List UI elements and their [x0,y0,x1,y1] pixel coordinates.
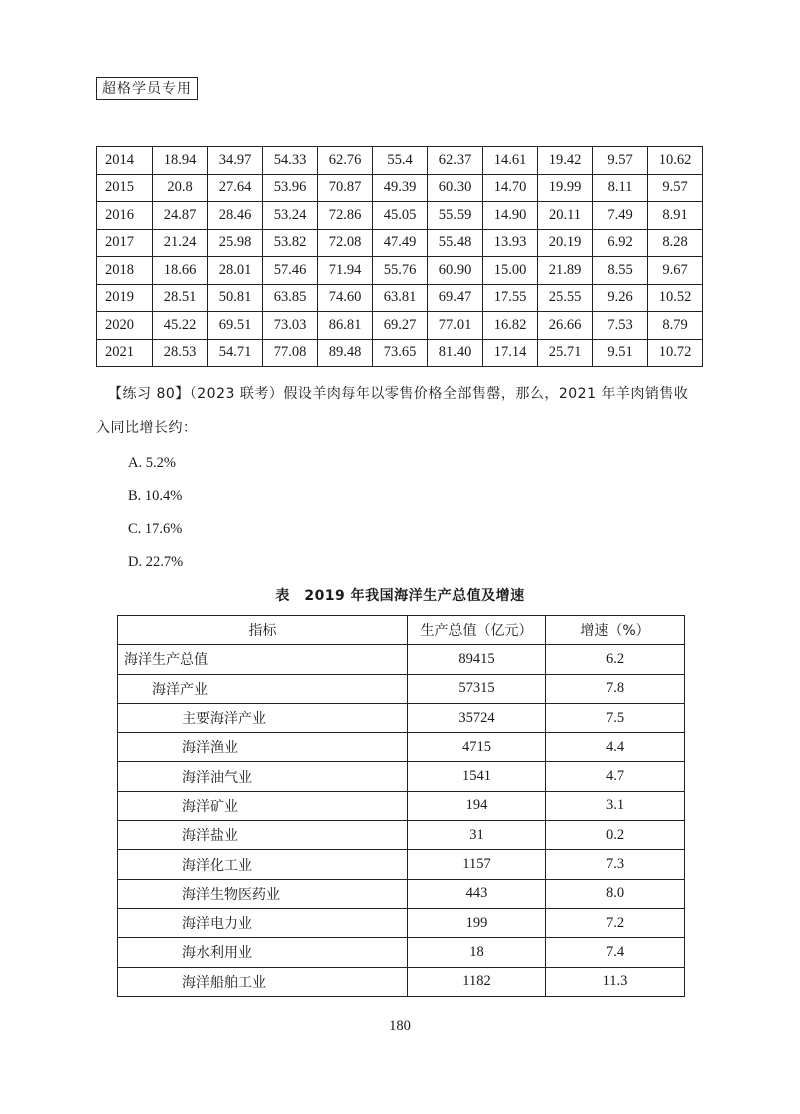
table-cell: 53.96 [263,174,318,202]
indicator-cell: 海洋产业 [118,674,408,703]
table-row [118,703,685,732]
table-cell: 15.00 [483,257,538,285]
table-cell: 73.65 [373,339,428,367]
growth-cell: 7.2 [546,908,685,937]
column-header-indicator: 指标 [118,616,408,645]
table-cell: 20.8 [153,174,208,202]
table-row [97,339,703,367]
indicator-cell: 海洋船舶工业 [118,967,408,996]
table-cell: 8.55 [593,257,648,285]
growth-cell: 4.7 [546,762,685,791]
table-cell: 26.66 [538,312,593,340]
table-row [118,938,685,967]
table-cell: 49.39 [373,174,428,202]
table-cell: 74.60 [318,284,373,312]
table-cell: 77.08 [263,339,318,367]
year-cell: 2020 [97,312,153,340]
table-cell: 70.87 [318,174,373,202]
year-cell: 2015 [97,174,153,202]
table-cell: 19.42 [538,147,593,175]
table-cell: 62.37 [428,147,483,175]
table-cell: 24.87 [153,202,208,230]
table-cell: 54.33 [263,147,318,175]
table-cell: 8.91 [648,202,703,230]
header-badge: 超格学员专用 [96,77,198,100]
growth-cell: 3.1 [546,791,685,820]
table-cell: 71.94 [318,257,373,285]
table-cell: 8.11 [593,174,648,202]
table-cell: 63.81 [373,284,428,312]
table-cell: 89.48 [318,339,373,367]
growth-cell: 7.3 [546,850,685,879]
table-title: 表 2019 年我国海洋生产总值及增速 [275,588,525,604]
table-cell: 9.67 [648,257,703,285]
table-cell: 47.49 [373,229,428,257]
table-cell: 10.62 [648,147,703,175]
table-cell: 86.81 [318,312,373,340]
table-cell: 19.99 [538,174,593,202]
table-row [118,967,685,996]
option-c[interactable]: C. 17.6% [128,521,183,537]
column-header-value: 生产总值（亿元） [408,616,546,645]
table-cell: 16.82 [483,312,538,340]
value-cell: 1182 [408,967,546,996]
table-cell: 53.24 [263,202,318,230]
table-cell: 55.48 [428,229,483,257]
data-table [96,146,703,367]
table-cell: 72.08 [318,229,373,257]
value-cell: 443 [408,879,546,908]
indicator-cell: 海洋矿业 [118,791,408,820]
table-cell: 63.85 [263,284,318,312]
table-cell: 20.11 [538,202,593,230]
table-cell: 55.59 [428,202,483,230]
table-cell: 81.40 [428,339,483,367]
table-cell: 13.93 [483,229,538,257]
indicator-cell: 海洋电力业 [118,908,408,937]
value-cell: 194 [408,791,546,820]
table-cell: 73.03 [263,312,318,340]
table-cell: 9.26 [593,284,648,312]
table-cell: 10.72 [648,339,703,367]
value-cell: 4715 [408,733,546,762]
table-cell: 25.55 [538,284,593,312]
value-cell: 199 [408,908,546,937]
question-text-line2: 入同比增长约： [96,420,198,436]
table-cell: 54.71 [208,339,263,367]
column-header-growth: 增速（%） [546,616,685,645]
indicator-cell: 海洋盐业 [118,821,408,850]
table-cell: 21.89 [538,257,593,285]
table-cell: 60.30 [428,174,483,202]
growth-cell: 6.2 [546,645,685,674]
year-cell: 2017 [97,229,153,257]
indicator-cell: 海洋油气业 [118,762,408,791]
value-cell: 89415 [408,645,546,674]
table-cell: 34.97 [208,147,263,175]
table-cell: 45.05 [373,202,428,230]
table-cell: 57.46 [263,257,318,285]
table-cell: 50.81 [208,284,263,312]
table-row [118,908,685,937]
table-cell: 69.51 [208,312,263,340]
table-cell: 18.66 [153,257,208,285]
table-row [97,312,703,340]
table-cell: 77.01 [428,312,483,340]
growth-cell: 8.0 [546,879,685,908]
data-table-body [97,147,703,367]
indicator-cell: 海洋渔业 [118,733,408,762]
value-cell: 1541 [408,762,546,791]
table-row [118,645,685,674]
table-cell: 28.53 [153,339,208,367]
table-cell: 9.57 [593,147,648,175]
indicator-cell: 海水利用业 [118,938,408,967]
table-row [97,147,703,175]
value-cell: 35724 [408,703,546,732]
table-row [118,879,685,908]
table-cell: 14.70 [483,174,538,202]
table-cell: 17.55 [483,284,538,312]
table-cell: 28.51 [153,284,208,312]
table-cell: 72.86 [318,202,373,230]
table-cell: 8.28 [648,229,703,257]
table-cell: 14.61 [483,147,538,175]
growth-cell: 11.3 [546,967,685,996]
ocean-economy-table [117,615,685,997]
table-cell: 25.71 [538,339,593,367]
question-text-line1: 【练习 80】（2023 联考）假设羊肉每年以零售价格全部售罄，那么，2021 年羊肉销售收 [108,386,689,402]
option-d[interactable]: D. 22.7% [128,554,184,570]
table-cell: 14.90 [483,202,538,230]
table-cell: 45.22 [153,312,208,340]
year-cell: 2014 [97,147,153,175]
table-cell: 69.47 [428,284,483,312]
table-cell: 21.24 [153,229,208,257]
year-cell: 2021 [97,339,153,367]
value-cell: 1157 [408,850,546,879]
table-cell: 17.14 [483,339,538,367]
table-cell: 9.57 [648,174,703,202]
table-row [118,850,685,879]
growth-cell: 7.8 [546,674,685,703]
table-row [97,174,703,202]
table-row [97,202,703,230]
table-row [118,733,685,762]
year-cell: 2018 [97,257,153,285]
table-header-row [118,616,685,645]
indicator-cell: 海洋生物医药业 [118,879,408,908]
table-row [118,762,685,791]
year-cell: 2016 [97,202,153,230]
table-cell: 7.53 [593,312,648,340]
table-cell: 25.98 [208,229,263,257]
indicator-cell: 海洋生产总值 [118,645,408,674]
value-cell: 18 [408,938,546,967]
value-cell: 57315 [408,674,546,703]
table-cell: 9.51 [593,339,648,367]
table-cell: 27.64 [208,174,263,202]
table-cell: 8.79 [648,312,703,340]
growth-cell: 7.5 [546,703,685,732]
table-cell: 53.82 [263,229,318,257]
table-cell: 28.46 [208,202,263,230]
option-a[interactable]: A. 5.2% [128,455,176,471]
table-row [97,257,703,285]
growth-cell: 0.2 [546,821,685,850]
page-number: 180 [389,1018,411,1034]
table-row [118,791,685,820]
growth-cell: 7.4 [546,938,685,967]
table-row [97,284,703,312]
ocean-table-body [118,645,685,997]
year-cell: 2019 [97,284,153,312]
table-cell: 18.94 [153,147,208,175]
table-cell: 55.4 [373,147,428,175]
indicator-cell: 海洋化工业 [118,850,408,879]
table-cell: 20.19 [538,229,593,257]
table-cell: 10.52 [648,284,703,312]
table-cell: 60.90 [428,257,483,285]
table-row [118,821,685,850]
indicator-cell: 主要海洋产业 [118,703,408,732]
table-cell: 55.76 [373,257,428,285]
table-cell: 28.01 [208,257,263,285]
table-cell: 62.76 [318,147,373,175]
table-row [97,229,703,257]
growth-cell: 4.4 [546,733,685,762]
option-b[interactable]: B. 10.4% [128,488,183,504]
value-cell: 31 [408,821,546,850]
table-cell: 7.49 [593,202,648,230]
table-cell: 69.27 [373,312,428,340]
table-cell: 6.92 [593,229,648,257]
table-row [118,674,685,703]
